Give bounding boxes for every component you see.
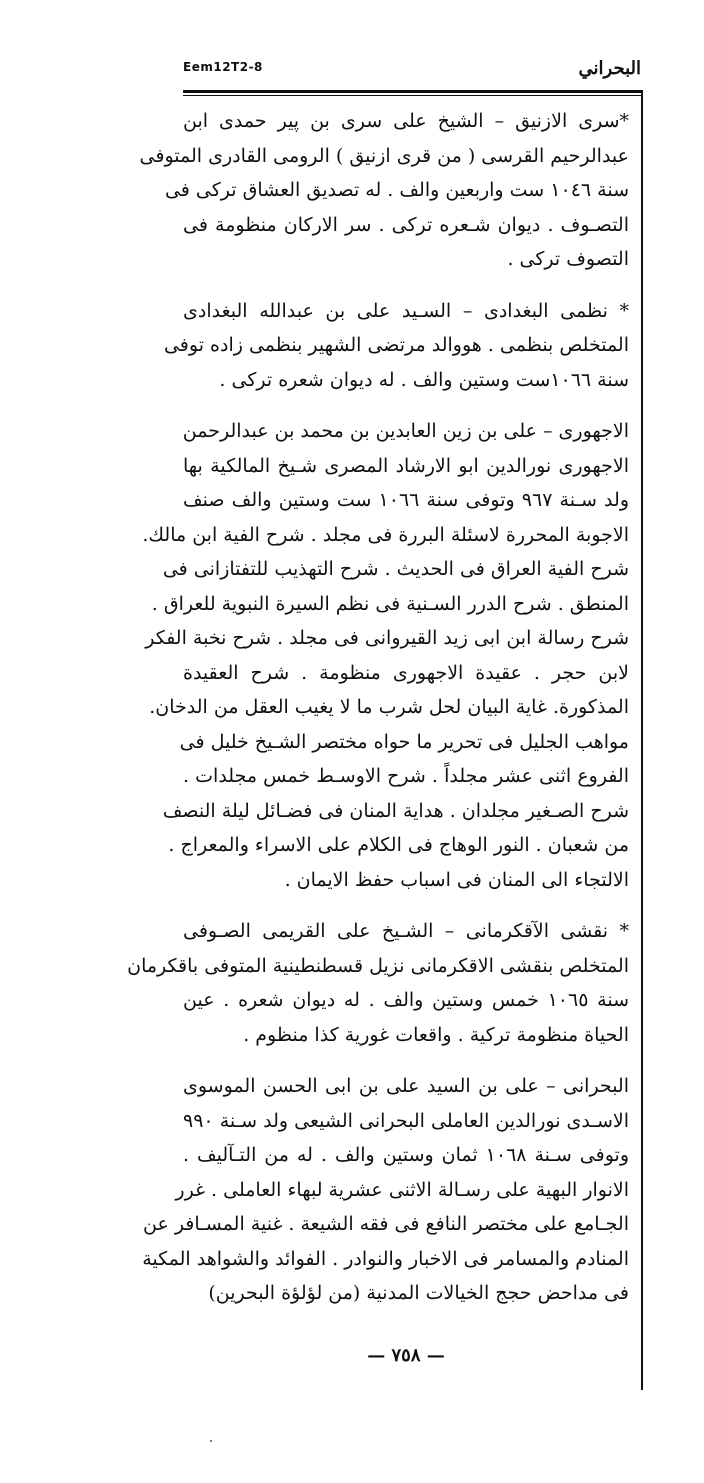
running-title: البحراني: [578, 58, 641, 79]
page-code: Eem12T2-8: [183, 60, 263, 74]
header-rule-thick: [183, 90, 641, 93]
entry-sari-aziniqi: [139, 104, 629, 277]
entry-nazmi-baghdadi: [163, 294, 629, 398]
text-line: الفروع اثنى عشر مجلداً . شرح الاوسـط خمس مجلدات .: [183, 765, 629, 787]
text-line: شرح رسالة ابن ابى زيد القيروانى فى مجلد . شرح نخبة الفكر: [145, 627, 629, 649]
text-line: المتخلص بنظمى . هووالد مرتضى الشهير بنظمى زاده توفى: [163, 334, 629, 356]
text-line: فى مداحض حجج الخيالات المدنية (من لؤلؤة البحرين): [208, 1282, 629, 1304]
text-line: * نقشى الآقكرمانى – الشـيخ على القريمى الصـوفى: [183, 920, 629, 942]
text-line: التصوف تركى .: [507, 248, 629, 270]
text-line: شرح الفية العراق فى الحديث . شرح التهذيب للتفتازانى فى: [162, 558, 629, 580]
header-rule-thin: [183, 95, 641, 96]
text-line: عبدالرحيم القرسى ( من قرى ازنيق ) الرومى القادرى المتوفى: [139, 144, 629, 167]
text-line: ولد سـنة ٩٦٧ وتوفى سنة ١٠٦٦ ست وستين والف صنف: [183, 489, 629, 511]
text-line: البحرانى – على بن السيد على بن ابى الحسن الموسوى: [183, 1075, 629, 1097]
text-line: الالتجاء الى المنان فى اسباب حفظ الايمان .: [284, 868, 629, 891]
entry-ajhuri: [142, 414, 629, 897]
text-line: وتوفى سـنة ١٠٦٨ ثمان وستين والف . له من التـآليف .: [183, 1144, 630, 1166]
text-line: الحياة منظومة تركية . واقعات غورية كذا منظوم .: [243, 1023, 629, 1046]
text-line: الاجوبة المحررة لاسئلة البررة فى مجلد . شرح الفية ابن مالك.: [142, 523, 629, 546]
text-line: الاجهورى نورالدين ابو الارشاد المصرى شـيخ المالكية بها: [183, 454, 629, 477]
page-header: [183, 56, 641, 86]
text-line: من شعبان . النور الوهاج فى الكلام على الاسراء والمعراج .: [168, 834, 629, 856]
page-number: — ٧٥٨ —: [367, 1345, 445, 1366]
text-line: سنة ١٠٤٦ ست واربعين والف . له تصديق العشاق تركى فى: [164, 179, 629, 201]
text-line: المنطق . شرح الدرر السـنية فى نظم السيرة النبوية للعراق .: [151, 592, 629, 615]
text-line: المذكورة. غاية البيان لحل شرب ما لا يغيب العقل من الدخان.: [149, 696, 629, 718]
body-text: [127, 104, 630, 1328]
text-line: الاجهورى – على بن زين العابدين بن محمد بن عبدالرحمن: [182, 420, 629, 442]
text-line: التصـوف . ديوان شـعره تركى . سر الاركان منظومة فى: [183, 213, 629, 236]
entry-naqshi-aqkirmani: [127, 914, 629, 1052]
text-line: المتخلص بنقشى الاقكرمانى نزيل قسطنطينية المتوفى باقكرمان: [127, 954, 629, 977]
text-line: لابن حجر . عقيدة الاجهورى منظومة . شرح العقيدة: [183, 661, 629, 684]
text-line: شرح الصـغير مجلدان . هداية المنان فى فضـائل ليلة النصف: [162, 799, 629, 822]
text-line: سنة ١٠٦٦ست وستين والف . له ديوان شعره تركى .: [219, 368, 629, 391]
text-line: الانوار البهية على رسـالة الاثنى عشرية لبهاء العاملى . غرر: [175, 1178, 629, 1201]
text-line: مواهب الجليل فى تحرير ما حواه مختصر الشـيخ خليل فى: [179, 730, 629, 753]
scan-speck: [210, 1440, 212, 1442]
text-line: *سرى الازنيق – الشيخ على سرى بن پير حمدى ابن: [183, 110, 629, 132]
text-line: * نظمى البغدادى – السـيد على بن عبدالله البغدادى: [183, 299, 629, 322]
text-line: الاسـدى نورالدين العاملى البحرانى الشيعى ولد سـنة ٩٩٠: [183, 1109, 629, 1132]
text-line: سنة ١٠٦٥ خمس وستين والف . له ديوان شعره . عين: [183, 989, 629, 1011]
text-line: المنادم والمسامر فى الاخبار والنوادر . الفوائد والشواهد المكية: [142, 1247, 629, 1270]
margin-rule: [641, 90, 643, 1390]
entry-bahrani: [142, 1069, 630, 1311]
text-line: الجـامع على مختصر النافع فى فقه الشيعة . غنية المسـافر عن: [142, 1213, 629, 1235]
